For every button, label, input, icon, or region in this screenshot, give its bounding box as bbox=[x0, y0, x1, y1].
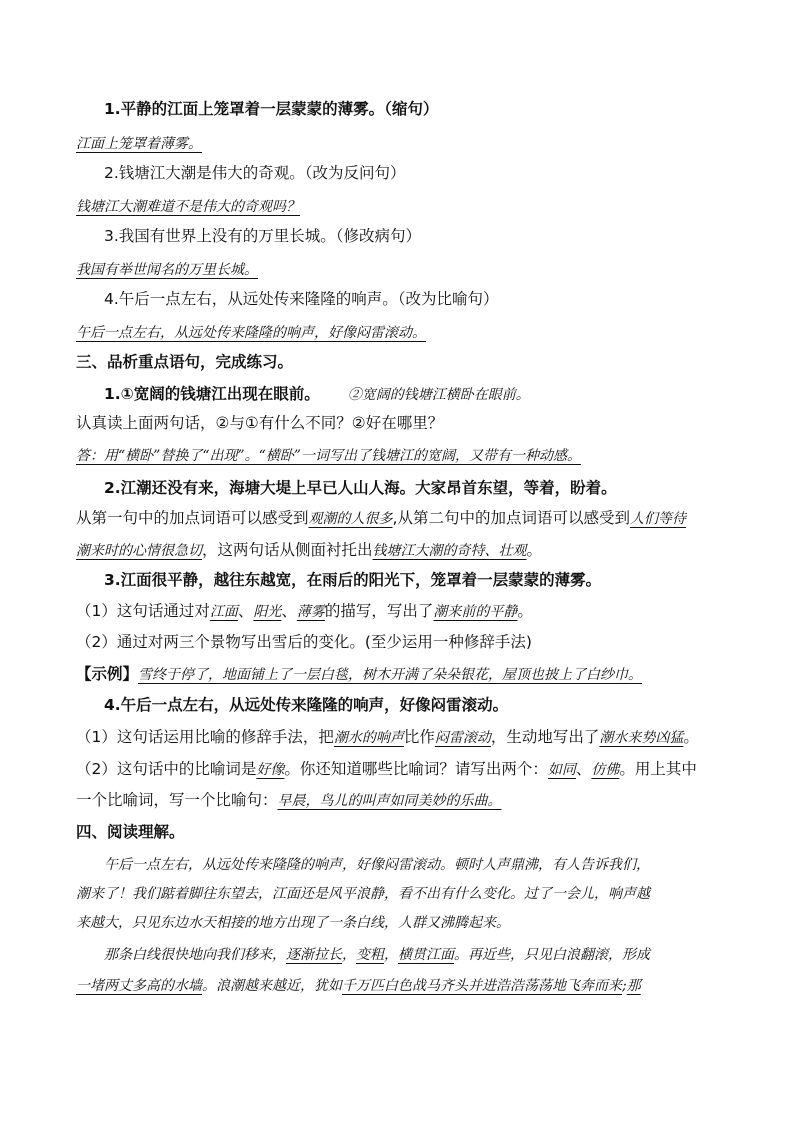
section-heading-3: 三、品析重点语句，完成练习。 bbox=[76, 353, 294, 371]
underlined-phrase: 一堵两丈多高的水墙 bbox=[76, 978, 202, 994]
answer-blank: 好像 bbox=[256, 762, 285, 778]
question-3-2-sentence bbox=[104, 478, 617, 498]
sentence: 2.江潮还没有来，海塘大堤上早已人山人海。大家昂首东望，等着，盼着。 bbox=[104, 479, 617, 497]
reading-paragraph-1-line2: 潮来了！我们踮着脚往东望去，江面还是风平浪静，看不出有什么变化。过了一会儿，响声越 bbox=[76, 886, 650, 902]
underlined-phrase: 逐渐拉长 bbox=[286, 947, 342, 963]
punctuation: 、 bbox=[281, 602, 297, 620]
example-answer: 雪终于停了，地面铺上了一层白毯，树木开满了朵朵银花，屋顶也披上了白纱巾。 bbox=[138, 667, 643, 683]
answer-2-4: 午后一点左右，从远处传来隆隆的响声，好像闷雷滚动。 bbox=[76, 325, 426, 341]
answer-blank: 潮水来势凶猛 bbox=[599, 730, 684, 746]
reading-text: 。再近些，只见白浪翻滚，形成 bbox=[454, 947, 650, 963]
prompt-text: ，这两句话从侧面衬托出 bbox=[202, 541, 373, 559]
question-3-3-sub2: （2）通过对两三个景物写出雪后的变化。(至少运用一种修辞手法) bbox=[76, 633, 532, 651]
question-3-2-line1 bbox=[76, 508, 686, 529]
reading-paragraph-2-line1 bbox=[104, 945, 650, 965]
reading-paragraph-1-line1: 午后一点左右，从远处传来隆隆的响声，好像闷雷滚动。顿时人声鼎沸，有人告诉我们， bbox=[104, 857, 650, 873]
section-heading-4: 四、阅读理解。 bbox=[76, 823, 185, 841]
answer-blank: 人们等待 bbox=[629, 511, 686, 527]
punctuation: 。 bbox=[526, 541, 543, 559]
sentence: 4.午后一点左右，从远处传来隆隆的响声，好像闷雷滚动。 bbox=[104, 696, 509, 714]
question-3-3-example bbox=[76, 664, 642, 685]
question-3-4-sentence bbox=[104, 695, 508, 715]
prompt-text: 。用上其中 bbox=[619, 760, 697, 778]
answer-blank: 江面 bbox=[209, 604, 238, 620]
question-3-1-sentences bbox=[104, 384, 530, 405]
reading-text: 。浪潮越来越近，犹如 bbox=[202, 978, 342, 994]
prompt-text: （1）这句话运用比喻的修辞手法，把 bbox=[76, 728, 334, 746]
answer-blank: 潮水的响声 bbox=[333, 730, 404, 746]
underlined-phrase: 变粗 bbox=[356, 947, 384, 963]
question-2-4: 4.午后一点左右，从远处传来隆隆的响声。（改为比喻句） bbox=[104, 290, 499, 308]
question-text: 1.平静的江面上笼罩着一层蒙蒙的薄雾。（缩句） bbox=[104, 100, 439, 118]
answer-2-1: 江面上笼罩着薄雾。 bbox=[76, 136, 202, 152]
sentence-a: 1.①宽阔的钱塘江出现在眼前。 bbox=[104, 385, 320, 403]
underlined-phrase: 那 bbox=[626, 978, 641, 994]
punctuation: 。 bbox=[517, 602, 533, 620]
punctuation: ; bbox=[622, 978, 627, 994]
answer-blank: 潮来时的心情很急切 bbox=[76, 543, 202, 559]
answer-blank: 潮来前的平静 bbox=[433, 604, 518, 620]
sentence: 3.江面很平静，越往东越宽，在雨后的阳光下，笼罩着一层蒙蒙的薄雾。 bbox=[104, 571, 602, 589]
prompt-text: 。你还知道哪些比喻词？请写出两个： bbox=[284, 760, 548, 778]
reading-paragraph-1-line3: 来越大，只见东边水天相接的地方出现了一条白线，人群又沸腾起来。 bbox=[76, 915, 510, 931]
prompt-text: ，生动地写出了 bbox=[490, 728, 600, 746]
prompt-text: 一个比喻词，写一个比喻句： bbox=[76, 791, 278, 809]
underlined-phrase: 横贯江面 bbox=[398, 947, 454, 963]
answer-blank: 早晨，鸟儿的叫声如同美妙的乐曲。 bbox=[277, 793, 502, 809]
question-2-1 bbox=[104, 99, 438, 119]
reading-paragraph-2-line2 bbox=[76, 976, 641, 996]
answer-blank: 仿佛 bbox=[591, 762, 620, 778]
question-2-2: 2.钱塘江大潮是伟大的奇观。（改为反问句） bbox=[104, 164, 406, 182]
question-3-4-sub3 bbox=[76, 790, 502, 811]
answer-blank: 薄雾 bbox=[296, 604, 325, 620]
prompt-text: ,从第二句中的加点词语可以感受到 bbox=[392, 509, 630, 527]
answer-blank: 钱塘江大潮的奇特、壮观 bbox=[372, 543, 527, 559]
prompt-text: 从第一句中的加点词语可以感受到 bbox=[76, 509, 309, 527]
answer-2-3: 我国有举世闻名的万里长城。 bbox=[76, 262, 258, 278]
question-3-4-sub1 bbox=[76, 727, 699, 748]
question-3-4-sub2 bbox=[76, 759, 697, 780]
question-3-3-sentence bbox=[104, 570, 601, 590]
answer-blank: 如同 bbox=[547, 762, 576, 778]
prompt-text: 的描写，写出了 bbox=[324, 602, 434, 620]
prompt-text: 比作 bbox=[403, 728, 435, 746]
punctuation: ， bbox=[342, 947, 356, 963]
answer-2-2: 钱塘江大潮难道不是伟大的奇观吗？ bbox=[76, 199, 300, 215]
answer-3-1: 答：用“横卧”替换了“出现”。“横卧”一词写出了钱塘江的宽阔，又带有一种动感。 bbox=[76, 448, 581, 464]
underlined-phrase: 千万匹白色战马齐头并进浩浩荡荡地飞奔而来 bbox=[342, 978, 622, 994]
prompt-text: （1）这句话通过对 bbox=[76, 602, 210, 620]
question-3-2-line2 bbox=[76, 540, 542, 561]
example-label: 【示例】 bbox=[76, 665, 139, 683]
question-3-1-prompt: 认真读上面两句话，②与①有什么不同？②好在哪里？ bbox=[76, 414, 444, 432]
question-3-3-sub1 bbox=[76, 601, 533, 622]
answer-blank: 阳光 bbox=[253, 604, 282, 620]
question-2-3: 3.我国有世界上没有的万里长城。（修改病句） bbox=[104, 227, 422, 245]
reading-text: 那条白线很快地向我们移来， bbox=[104, 947, 286, 963]
answer-blank: 闷雷滚动 bbox=[434, 730, 491, 746]
punctuation: ， bbox=[384, 947, 398, 963]
punctuation: 、 bbox=[575, 760, 592, 778]
sentence-b: ②宽阔的钱塘江横卧在眼前。 bbox=[347, 387, 530, 403]
punctuation: 。 bbox=[683, 728, 699, 746]
answer-blank: 观潮的人很多 bbox=[308, 511, 393, 527]
prompt-text: （2）这句话中的比喻词是 bbox=[76, 760, 257, 778]
punctuation: 、 bbox=[237, 602, 254, 620]
